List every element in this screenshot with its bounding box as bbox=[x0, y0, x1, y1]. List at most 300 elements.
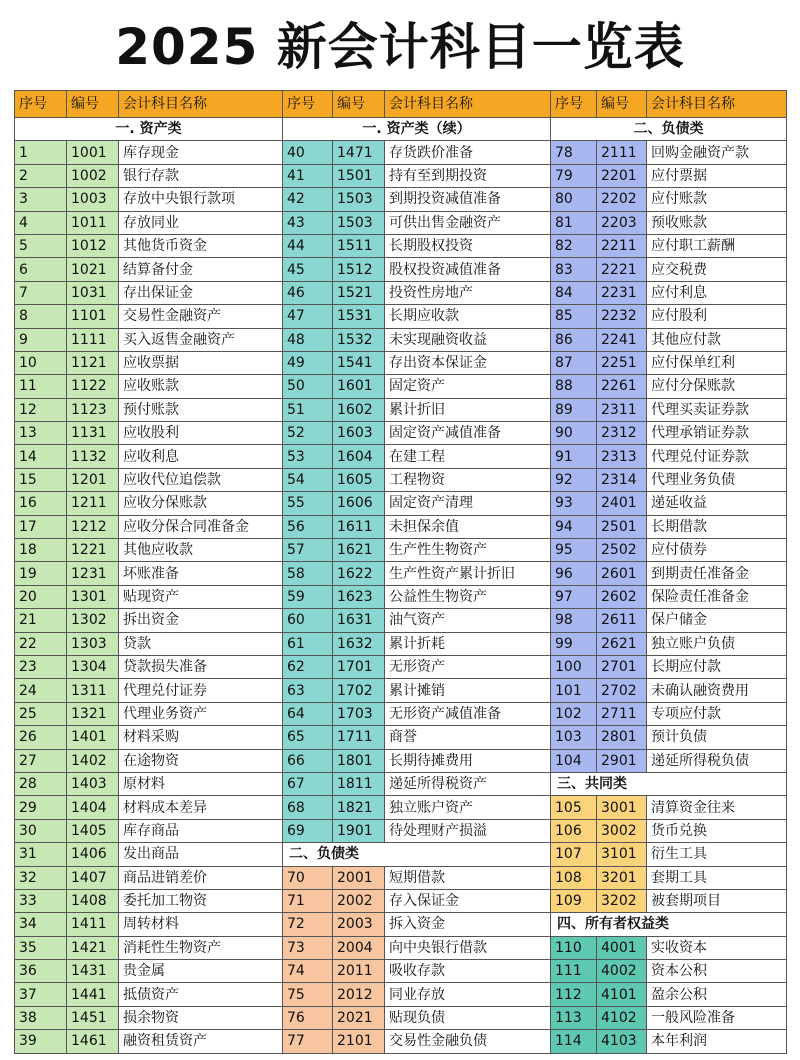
code-cell: 1632 bbox=[333, 632, 385, 655]
table-row bbox=[283, 960, 551, 983]
seq-cell: 68 bbox=[283, 796, 333, 819]
table-row bbox=[551, 702, 787, 725]
name-cell: 其他货币资金 bbox=[119, 234, 283, 257]
seq-cell: 104 bbox=[551, 749, 597, 772]
code-cell: 1201 bbox=[67, 468, 119, 491]
table-row bbox=[283, 234, 551, 257]
code-cell: 2203 bbox=[597, 211, 647, 234]
name-cell: 未担保余值 bbox=[385, 515, 551, 538]
table-row bbox=[283, 468, 551, 491]
code-cell: 1132 bbox=[67, 445, 119, 468]
code-cell: 2251 bbox=[597, 351, 647, 374]
name-cell: 固定资产 bbox=[385, 375, 551, 398]
code-cell: 1122 bbox=[67, 375, 119, 398]
seq-cell: 32 bbox=[15, 866, 67, 889]
seq-cell: 85 bbox=[551, 305, 597, 328]
seq-cell: 21 bbox=[15, 609, 67, 632]
table-row bbox=[283, 562, 551, 585]
section-title: 一. 资产类 bbox=[15, 118, 283, 141]
code-cell: 2314 bbox=[597, 468, 647, 491]
table-row bbox=[15, 585, 283, 608]
name-cell: 本年利润 bbox=[647, 1030, 787, 1053]
seq-cell: 5 bbox=[15, 234, 67, 257]
code-cell: 3001 bbox=[597, 796, 647, 819]
name-cell: 应收代位追偿款 bbox=[119, 468, 283, 491]
table-row bbox=[15, 539, 283, 562]
seq-cell: 52 bbox=[283, 422, 333, 445]
name-cell: 应付职工薪酬 bbox=[647, 234, 787, 257]
code-cell: 1011 bbox=[67, 211, 119, 234]
table-row bbox=[15, 468, 283, 491]
code-cell: 1404 bbox=[67, 796, 119, 819]
table-row bbox=[15, 375, 283, 398]
code-cell: 1471 bbox=[333, 141, 385, 164]
table-row bbox=[15, 351, 283, 374]
table-row bbox=[15, 328, 283, 351]
table-row bbox=[15, 281, 283, 304]
table-column-1 bbox=[14, 90, 283, 1054]
seq-cell: 78 bbox=[551, 141, 597, 164]
seq-cell: 28 bbox=[15, 772, 67, 795]
seq-cell: 25 bbox=[15, 702, 67, 725]
name-cell: 代理业务资产 bbox=[119, 702, 283, 725]
table-row bbox=[283, 375, 551, 398]
table-row bbox=[283, 913, 551, 936]
table-row bbox=[15, 983, 283, 1006]
name-cell: 递延收益 bbox=[647, 492, 787, 515]
seq-cell: 90 bbox=[551, 422, 597, 445]
seq-cell: 94 bbox=[551, 515, 597, 538]
name-cell: 被套期项目 bbox=[647, 889, 787, 912]
seq-cell: 41 bbox=[283, 164, 333, 187]
name-cell: 资本公积 bbox=[647, 960, 787, 983]
code-cell: 1801 bbox=[333, 749, 385, 772]
seq-cell: 67 bbox=[283, 772, 333, 795]
name-cell: 独立账户资产 bbox=[385, 796, 551, 819]
name-cell: 应付股利 bbox=[647, 305, 787, 328]
code-cell: 2003 bbox=[333, 913, 385, 936]
name-cell: 生产性生物资产 bbox=[385, 539, 551, 562]
name-cell: 到期责任准备金 bbox=[647, 562, 787, 585]
name-cell: 贷款 bbox=[119, 632, 283, 655]
table-row bbox=[551, 141, 787, 164]
name-cell: 存放中央银行款项 bbox=[119, 188, 283, 211]
name-cell: 未实现融资收益 bbox=[385, 328, 551, 351]
table-row bbox=[283, 609, 551, 632]
seq-cell: 7 bbox=[15, 281, 67, 304]
code-cell: 1212 bbox=[67, 515, 119, 538]
code-cell: 3202 bbox=[597, 889, 647, 912]
table-row bbox=[283, 702, 551, 725]
seq-cell: 114 bbox=[551, 1030, 597, 1053]
code-cell: 2232 bbox=[597, 305, 647, 328]
name-cell: 实收资本 bbox=[647, 936, 787, 959]
code-cell: 1111 bbox=[67, 328, 119, 351]
name-cell: 无形资产 bbox=[385, 655, 551, 678]
table-row bbox=[551, 726, 787, 749]
seq-cell: 71 bbox=[283, 889, 333, 912]
name-cell: 周转材料 bbox=[119, 913, 283, 936]
name-cell: 套期工具 bbox=[647, 866, 787, 889]
table-row bbox=[15, 913, 283, 936]
name-cell: 其他应付款 bbox=[647, 328, 787, 351]
table-column-3 bbox=[550, 90, 787, 1054]
code-cell: 1001 bbox=[67, 141, 119, 164]
seq-cell: 44 bbox=[283, 234, 333, 257]
name-cell: 应交税费 bbox=[647, 258, 787, 281]
name-cell: 交易性金融负债 bbox=[385, 1030, 551, 1053]
seq-cell: 35 bbox=[15, 936, 67, 959]
name-cell: 应收分保账款 bbox=[119, 492, 283, 515]
code-cell: 1501 bbox=[333, 164, 385, 187]
name-cell: 长期待摊费用 bbox=[385, 749, 551, 772]
code-cell: 3002 bbox=[597, 819, 647, 842]
seq-cell: 87 bbox=[551, 351, 597, 374]
seq-cell: 88 bbox=[551, 375, 597, 398]
name-cell: 代理买卖证券款 bbox=[647, 398, 787, 421]
code-cell: 2004 bbox=[333, 936, 385, 959]
table-row bbox=[551, 936, 787, 959]
table-row bbox=[15, 866, 283, 889]
code-cell: 1604 bbox=[333, 445, 385, 468]
code-cell: 1622 bbox=[333, 562, 385, 585]
table-row bbox=[283, 539, 551, 562]
name-cell: 盈余公积 bbox=[647, 983, 787, 1006]
code-cell: 1611 bbox=[333, 515, 385, 538]
name-cell: 委托加工物资 bbox=[119, 889, 283, 912]
seq-cell: 65 bbox=[283, 726, 333, 749]
name-cell: 回购金融资产款 bbox=[647, 141, 787, 164]
code-cell: 2012 bbox=[333, 983, 385, 1006]
table-row bbox=[283, 328, 551, 351]
table-row bbox=[551, 889, 787, 912]
name-cell: 长期股权投资 bbox=[385, 234, 551, 257]
seq-cell: 34 bbox=[15, 913, 67, 936]
seq-cell: 33 bbox=[15, 889, 67, 912]
name-cell: 贴现资产 bbox=[119, 585, 283, 608]
table-row bbox=[283, 679, 551, 702]
table-row bbox=[283, 141, 551, 164]
code-cell: 1901 bbox=[333, 819, 385, 842]
code-cell: 4002 bbox=[597, 960, 647, 983]
seq-cell: 91 bbox=[551, 445, 597, 468]
seq-cell: 14 bbox=[15, 445, 67, 468]
name-cell: 到期投资减值准备 bbox=[385, 188, 551, 211]
table-row bbox=[551, 234, 787, 257]
seq-cell: 2 bbox=[15, 164, 67, 187]
seq-cell: 109 bbox=[551, 889, 597, 912]
code-cell: 1403 bbox=[67, 772, 119, 795]
name-cell: 交易性金融资产 bbox=[119, 305, 283, 328]
section-title: 四、所有者权益类 bbox=[551, 913, 787, 936]
code-cell: 1541 bbox=[333, 351, 385, 374]
header-cell: 会计科目名称 bbox=[385, 91, 551, 118]
code-cell: 1304 bbox=[67, 655, 119, 678]
header-cell: 编号 bbox=[333, 91, 385, 118]
table-row bbox=[15, 188, 283, 211]
name-cell: 存出保证金 bbox=[119, 281, 283, 304]
table-row bbox=[283, 422, 551, 445]
table-row bbox=[15, 749, 283, 772]
seq-cell: 26 bbox=[15, 726, 67, 749]
section-title: 三、共同类 bbox=[551, 772, 787, 795]
seq-cell: 6 bbox=[15, 258, 67, 281]
header-cell: 会计科目名称 bbox=[119, 91, 283, 118]
seq-cell: 49 bbox=[283, 351, 333, 374]
name-cell: 预收账款 bbox=[647, 211, 787, 234]
code-cell: 1521 bbox=[333, 281, 385, 304]
name-cell: 短期借款 bbox=[385, 866, 551, 889]
name-cell: 拆出资金 bbox=[119, 609, 283, 632]
code-cell: 1012 bbox=[67, 234, 119, 257]
name-cell: 结算备付金 bbox=[119, 258, 283, 281]
seq-cell: 70 bbox=[283, 866, 333, 889]
table-row bbox=[551, 539, 787, 562]
table-row bbox=[15, 1006, 283, 1029]
table-row bbox=[15, 609, 283, 632]
code-cell: 1406 bbox=[67, 843, 119, 866]
name-cell: 代理业务负债 bbox=[647, 468, 787, 491]
seq-cell: 16 bbox=[15, 492, 67, 515]
code-cell: 2231 bbox=[597, 281, 647, 304]
code-cell: 3101 bbox=[597, 843, 647, 866]
table-row bbox=[551, 305, 787, 328]
code-cell: 1131 bbox=[67, 422, 119, 445]
seq-cell: 61 bbox=[283, 632, 333, 655]
table-row bbox=[551, 398, 787, 421]
header-cell: 会计科目名称 bbox=[647, 91, 787, 118]
table-row bbox=[15, 819, 283, 842]
seq-cell: 11 bbox=[15, 375, 67, 398]
table-row bbox=[551, 585, 787, 608]
seq-cell: 39 bbox=[15, 1030, 67, 1053]
name-cell: 衍生工具 bbox=[647, 843, 787, 866]
code-cell: 1121 bbox=[67, 351, 119, 374]
name-cell: 固定资产减值准备 bbox=[385, 422, 551, 445]
table-row bbox=[15, 726, 283, 749]
name-cell: 存货跌价准备 bbox=[385, 141, 551, 164]
code-cell: 2002 bbox=[333, 889, 385, 912]
section-title: 二、负债类 bbox=[283, 843, 551, 866]
code-cell: 1441 bbox=[67, 983, 119, 1006]
table-row bbox=[551, 1006, 787, 1029]
name-cell: 应付票据 bbox=[647, 164, 787, 187]
seq-cell: 9 bbox=[15, 328, 67, 351]
code-cell: 1811 bbox=[333, 772, 385, 795]
code-cell: 3201 bbox=[597, 866, 647, 889]
code-cell: 2401 bbox=[597, 492, 647, 515]
name-cell: 生产性资产累计折旧 bbox=[385, 562, 551, 585]
code-cell: 1511 bbox=[333, 234, 385, 257]
header-cell: 编号 bbox=[597, 91, 647, 118]
seq-cell: 97 bbox=[551, 585, 597, 608]
code-cell: 2601 bbox=[597, 562, 647, 585]
seq-cell: 13 bbox=[15, 422, 67, 445]
section-row bbox=[551, 118, 787, 141]
seq-cell: 76 bbox=[283, 1006, 333, 1029]
seq-cell: 79 bbox=[551, 164, 597, 187]
code-cell: 1231 bbox=[67, 562, 119, 585]
name-cell: 工程物资 bbox=[385, 468, 551, 491]
table-row bbox=[15, 305, 283, 328]
table-row bbox=[551, 351, 787, 374]
seq-cell: 113 bbox=[551, 1006, 597, 1029]
code-cell: 1031 bbox=[67, 281, 119, 304]
table-row bbox=[551, 422, 787, 445]
table-row bbox=[15, 164, 283, 187]
code-cell: 2201 bbox=[597, 164, 647, 187]
code-cell: 2801 bbox=[597, 726, 647, 749]
seq-cell: 8 bbox=[15, 305, 67, 328]
seq-cell: 103 bbox=[551, 726, 597, 749]
name-cell: 坏账准备 bbox=[119, 562, 283, 585]
table-row bbox=[283, 772, 551, 795]
seq-cell: 57 bbox=[283, 539, 333, 562]
seq-cell: 47 bbox=[283, 305, 333, 328]
code-cell: 1503 bbox=[333, 211, 385, 234]
seq-cell: 20 bbox=[15, 585, 67, 608]
header-row bbox=[283, 91, 551, 118]
name-cell: 应付利息 bbox=[647, 281, 787, 304]
seq-cell: 75 bbox=[283, 983, 333, 1006]
table-row bbox=[15, 960, 283, 983]
seq-cell: 18 bbox=[15, 539, 67, 562]
code-cell: 1703 bbox=[333, 702, 385, 725]
table-row bbox=[283, 889, 551, 912]
table-row bbox=[283, 1006, 551, 1029]
seq-cell: 105 bbox=[551, 796, 597, 819]
seq-cell: 46 bbox=[283, 281, 333, 304]
code-cell: 2502 bbox=[597, 539, 647, 562]
table-row bbox=[551, 819, 787, 842]
name-cell: 同业存放 bbox=[385, 983, 551, 1006]
seq-cell: 59 bbox=[283, 585, 333, 608]
code-cell: 4101 bbox=[597, 983, 647, 1006]
seq-cell: 60 bbox=[283, 609, 333, 632]
seq-cell: 99 bbox=[551, 632, 597, 655]
seq-cell: 77 bbox=[283, 1030, 333, 1053]
column-1 bbox=[14, 90, 282, 1050]
table-row bbox=[283, 351, 551, 374]
name-cell: 商品进销差价 bbox=[119, 866, 283, 889]
code-cell: 1421 bbox=[67, 936, 119, 959]
section-row bbox=[551, 772, 787, 795]
table-row bbox=[283, 726, 551, 749]
header-cell: 序号 bbox=[283, 91, 333, 118]
name-cell: 库存现金 bbox=[119, 141, 283, 164]
header-cell: 序号 bbox=[15, 91, 67, 118]
code-cell: 1302 bbox=[67, 609, 119, 632]
code-cell: 2001 bbox=[333, 866, 385, 889]
table-row bbox=[551, 679, 787, 702]
code-cell: 1821 bbox=[333, 796, 385, 819]
seq-cell: 74 bbox=[283, 960, 333, 983]
table-row bbox=[283, 211, 551, 234]
table-row bbox=[551, 655, 787, 678]
name-cell: 向中央银行借款 bbox=[385, 936, 551, 959]
name-cell: 股权投资减值准备 bbox=[385, 258, 551, 281]
table-row bbox=[15, 141, 283, 164]
name-cell: 独立账户负债 bbox=[647, 632, 787, 655]
name-cell: 拆入资金 bbox=[385, 913, 551, 936]
seq-cell: 111 bbox=[551, 960, 597, 983]
table-row bbox=[283, 632, 551, 655]
seq-cell: 37 bbox=[15, 983, 67, 1006]
table-row bbox=[15, 562, 283, 585]
name-cell: 长期应付款 bbox=[647, 655, 787, 678]
name-cell: 应收分保合同准备金 bbox=[119, 515, 283, 538]
seq-cell: 30 bbox=[15, 819, 67, 842]
table-row bbox=[283, 796, 551, 819]
name-cell: 应付分保账款 bbox=[647, 375, 787, 398]
seq-cell: 73 bbox=[283, 936, 333, 959]
seq-cell: 1 bbox=[15, 141, 67, 164]
section-title: 一. 资产类（续） bbox=[283, 118, 551, 141]
code-cell: 1621 bbox=[333, 539, 385, 562]
name-cell: 未确认融资费用 bbox=[647, 679, 787, 702]
table-row bbox=[551, 188, 787, 211]
seq-cell: 107 bbox=[551, 843, 597, 866]
code-cell: 1221 bbox=[67, 539, 119, 562]
code-cell: 1101 bbox=[67, 305, 119, 328]
seq-cell: 10 bbox=[15, 351, 67, 374]
code-cell: 1401 bbox=[67, 726, 119, 749]
table-row bbox=[15, 1030, 283, 1053]
code-cell: 2241 bbox=[597, 328, 647, 351]
name-cell: 保险责任准备金 bbox=[647, 585, 787, 608]
name-cell: 贴现负债 bbox=[385, 1006, 551, 1029]
seq-cell: 100 bbox=[551, 655, 597, 678]
name-cell: 买入返售金融资产 bbox=[119, 328, 283, 351]
code-cell: 1503 bbox=[333, 188, 385, 211]
code-cell: 1431 bbox=[67, 960, 119, 983]
table-row bbox=[551, 258, 787, 281]
name-cell: 代理兑付证券款 bbox=[647, 445, 787, 468]
table-row bbox=[15, 492, 283, 515]
code-cell: 1408 bbox=[67, 889, 119, 912]
name-cell: 在途物资 bbox=[119, 749, 283, 772]
code-cell: 2901 bbox=[597, 749, 647, 772]
code-cell: 4001 bbox=[597, 936, 647, 959]
seq-cell: 84 bbox=[551, 281, 597, 304]
table-row bbox=[15, 702, 283, 725]
table-row bbox=[15, 258, 283, 281]
name-cell: 存出资本保证金 bbox=[385, 351, 551, 374]
code-cell: 4102 bbox=[597, 1006, 647, 1029]
code-cell: 1601 bbox=[333, 375, 385, 398]
name-cell: 损余物资 bbox=[119, 1006, 283, 1029]
seq-cell: 23 bbox=[15, 655, 67, 678]
table-row bbox=[15, 515, 283, 538]
table-row bbox=[283, 585, 551, 608]
code-cell: 2312 bbox=[597, 422, 647, 445]
seq-cell: 112 bbox=[551, 983, 597, 1006]
seq-cell: 15 bbox=[15, 468, 67, 491]
code-cell: 1311 bbox=[67, 679, 119, 702]
table-row bbox=[283, 258, 551, 281]
page-title: 2025 新会计科目一览表 bbox=[115, 18, 685, 76]
column-2 bbox=[282, 90, 550, 1050]
table-row bbox=[283, 398, 551, 421]
code-cell: 2313 bbox=[597, 445, 647, 468]
name-cell: 材料成本差异 bbox=[119, 796, 283, 819]
seq-cell: 95 bbox=[551, 539, 597, 562]
seq-cell: 58 bbox=[283, 562, 333, 585]
seq-cell: 36 bbox=[15, 960, 67, 983]
seq-cell: 51 bbox=[283, 398, 333, 421]
seq-cell: 29 bbox=[15, 796, 67, 819]
table-row bbox=[551, 796, 787, 819]
